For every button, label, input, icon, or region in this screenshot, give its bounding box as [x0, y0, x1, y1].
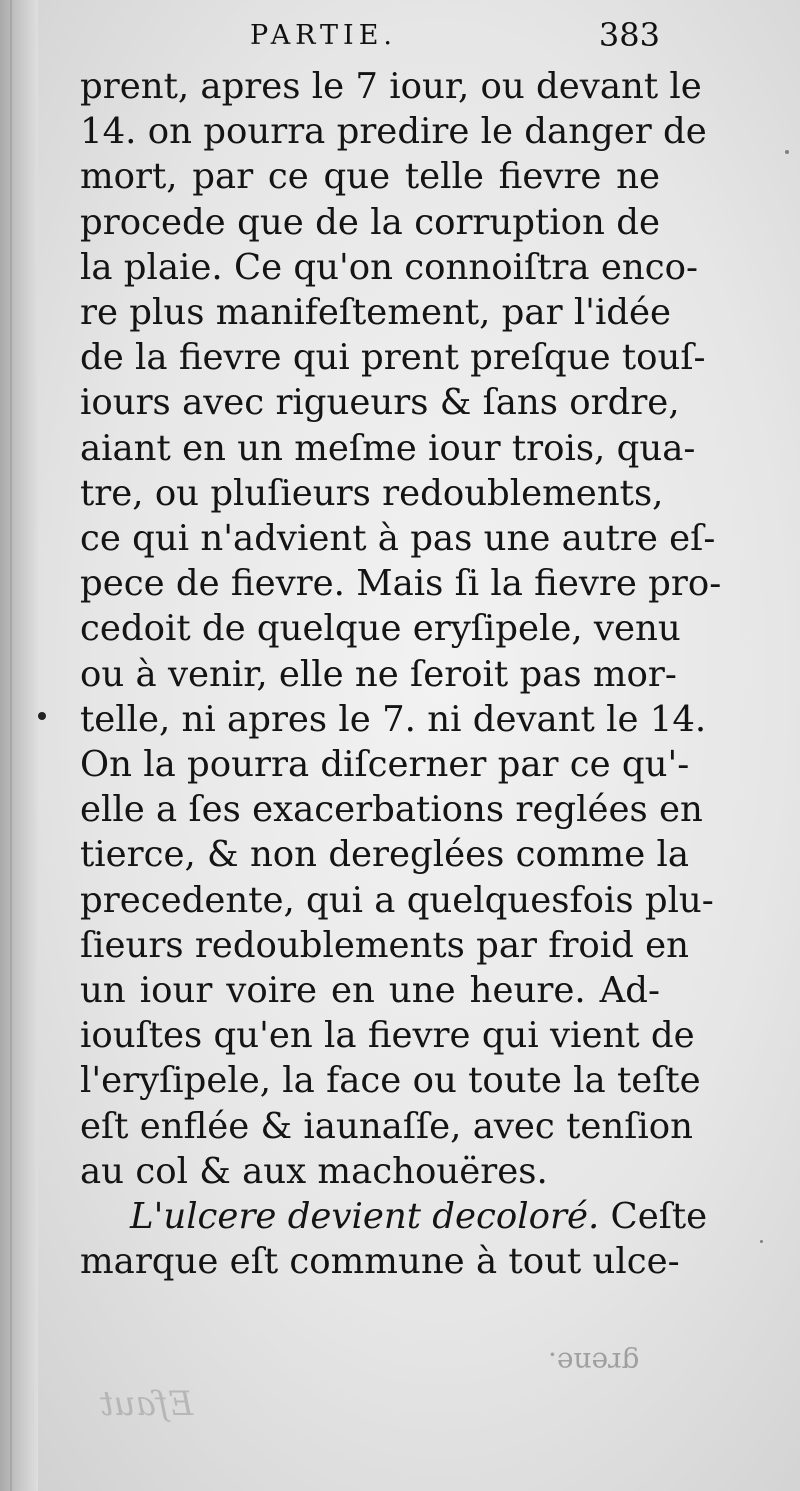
- text-line: tre, ou pluſieurs redoublements,: [80, 472, 664, 514]
- text-line: eſt enflée & iaunaſſe, avec tenſion: [80, 1105, 693, 1147]
- page-number: 383: [598, 16, 660, 54]
- text-line: On la pourra diſcerner par ce qu'-: [80, 744, 690, 786]
- text-line: un iour voire en une heure. Ad-: [80, 970, 660, 1012]
- ink-speck: [38, 712, 46, 720]
- text-line: precedente, qui a quelquesfois plu-: [80, 879, 714, 921]
- text-line: 14. on pourra predire le danger de: [80, 111, 707, 153]
- text-line: l'eryſipele, la face ou toute la teſte: [80, 1060, 701, 1102]
- paragraph-start-line: [80, 1194, 708, 1239]
- text-line: de la fievre qui prent preſque touſ-: [80, 337, 706, 379]
- text-line: elle a ſes exacerbations reglées en: [80, 789, 703, 831]
- text-line: aiant en un meſme iour trois, qua-: [80, 427, 696, 469]
- bleed-through-text: Efaut: [100, 1384, 194, 1424]
- text-line: marque eſt commune à tout ulce-: [80, 1241, 680, 1283]
- ink-speck: [785, 150, 789, 154]
- text-line: pece de fievre. Mais ſi la fievre pro-: [80, 563, 722, 605]
- catchword: grene.: [548, 1346, 640, 1379]
- binding-gutter: [0, 0, 38, 1491]
- text-line: cedoit de quelque eryſipele, venu: [80, 608, 681, 650]
- text-line: la plaie. Ce qu'on connoiſtra enco-: [80, 246, 698, 288]
- italic-lead: L'ulcere devient decoloré.: [130, 1196, 600, 1238]
- text-line: au col & aux machouëres.: [80, 1150, 548, 1192]
- text-line: ſieurs redoublements par froid en: [80, 924, 690, 966]
- ink-speck: [760, 1240, 763, 1243]
- text-line: ce qui n'advient à pas une autre eſ-: [80, 518, 716, 560]
- line-rest: Ceſte: [610, 1196, 708, 1238]
- text-line: tierce, & non dereglées comme la: [80, 834, 690, 876]
- running-head: PARTIE.: [250, 20, 398, 51]
- text-line: procede que de la corruption de: [80, 201, 660, 243]
- text-line: mort, par ce que telle fievre ne: [80, 156, 660, 198]
- page-header: [80, 16, 660, 58]
- text-line: iouſtes qu'en la fievre qui vient de: [80, 1015, 695, 1057]
- text-line: re plus manifeſtement, par l'idée: [80, 292, 672, 334]
- text-line: prent, apres le 7 iour, ou devant le: [80, 66, 702, 107]
- body-text: [80, 64, 722, 1284]
- text-line: telle, ni apres le 7. ni devant le 14.: [80, 698, 707, 740]
- text-line: iours avec rigueurs & ſans ordre,: [80, 382, 680, 424]
- text-line: ou à venir, elle ne ſeroit pas mor-: [80, 653, 677, 695]
